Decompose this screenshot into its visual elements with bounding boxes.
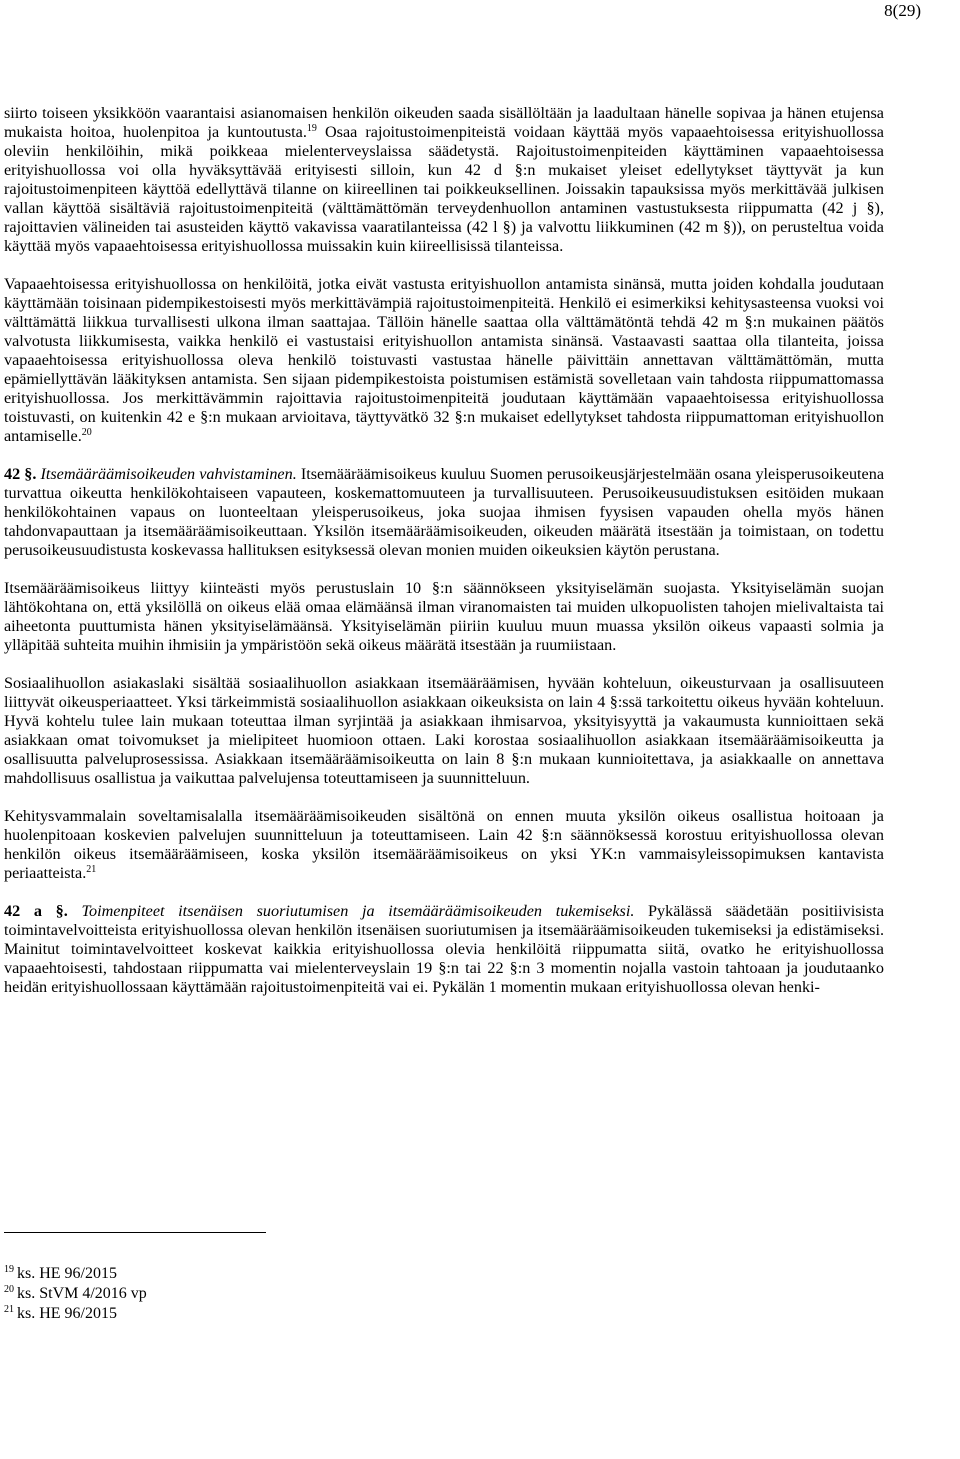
footnote-19 (4, 1264, 147, 1284)
footnote-text: ks. HE 96/2015 (17, 1305, 117, 1322)
footnote-21 (4, 1304, 147, 1324)
page-number: 8(29) (884, 1, 921, 20)
paragraph-text: Kehitysvammalain soveltamisalalla itsemääräämisoikeuden sisältönä on ennen muuta yksilön oikeus osallistua hoitoaan ja huolenpitoaan koskevien palvelujen suunnitteluun ja toteuttamiseen. Lain 42 §:n säännöksessä korostuu erityishuollossa olevan henkilön oikeus itsemääräämiseen, koska yksilön itsemääräämisoikeus on yksi YK:n vammaisyleissopimuksen kantavista periaatteista. (4, 807, 884, 882)
paragraph-6 (4, 807, 884, 883)
footnote-ref-20: 20 (81, 427, 92, 438)
footnote-20 (4, 1284, 147, 1304)
footnotes (4, 1264, 147, 1324)
footnote-ref-19: 19 (306, 123, 317, 134)
paragraph-7 (4, 902, 884, 997)
paragraph-1 (4, 104, 884, 256)
paragraph-text: siirto toiseen yksikköön vaarantaisi asianomaisen henkilön oikeuden saada sisällöltään ja laadultaan hänelle sopivaa ja hänen etujensa mukaista hoitoa, huolenpitoa ja kuntoutusta. (4, 104, 884, 141)
section-number: 42 §. (4, 465, 37, 483)
paragraph-text: Pykälässä säädetään positiivisista toimintavelvoitteista erityishuollossa olevan henkilön itsenäisen suoriutumisen ja itsemääräämisoikeuden tukemiseksi ja edistämiseksi. Mainitut toimintavelvoitteet koskevat kaikkia erityishuollossa olevia henkilöitä riippumatta siitä, ovatko he erityishuollossa vapaaehtoisesti, tahdostaan riippumatta vai mielenterveyslain 19 §:n tai 22 §:n 3 momentin nojalla vastoin tahtoaan ja joudutaanko heidän erityishuollossaan käyttämään rajoitustoimenpiteitä vai ei. Pykälän 1 momentin mukaan erityishuollossa olevan henki- (4, 902, 884, 996)
paragraph-text-continued: Osaa rajoitustoimenpiteistä voidaan käyttää myös vapaaehtoisessa erityishuollossa oleviin henkilöihin, mikä poikkeaa mielenterveyslaissa säädetystä. Rajoitustoimenpiteiden käyttäminen vapaaehtoisessa erityishuollossa voi olla hyväksyttävää erityisesti silloin, kun 42 d §:n mukaiset yleiset edellytykset täyttyvät ja kun rajoitustoimenpiteen käyttöä edellyttävä tilanne on kiireellinen tai poikkeuksellinen. Joissakin tapauksissa myös merkittävää julkisen vallan käyttöä sisältäviä rajoitustoimenpiteitä (välttämättömän terveydenhuollon antaminen vastustuksesta riippumatta (42 j §), rajoittavien välineiden tai asusteiden käyttö vakavissa vaaratilanteissa (42 l §) ja valvottu liikkuminen (42 m §)), on perusteltua voida käyttää myös vapaaehtoisessa erityishuollossa muissakin kuin kiireellisissä tilanteissa. (4, 123, 884, 255)
paragraph-text: Vapaaehtoisessa erityishuollossa on henkilöitä, jotka eivät vastusta erityishuollon antamista sinänsä, mutta joiden kohdalla joudutaan käyttämään toisinaan pidempikestoisesti myös merkittävämpiä rajoitustoimenpiteitä. Henkilö ei esimerkiksi kehitysasteensa vuoksi voi välttämättä liikkua turvallisesti ulkona ilman saattajaa. Tällöin hänelle saattaa olla välttämätöntä tehdä 42 m §:n mukainen päätös valvotusta liikkumisesta, vaikka henkilö ei vastustaisi erityishuollon antamista sinänsä. Vastaavasti saattaa olla tilanteita, joissa vapaaehtoisessa erityishuollossa oleva henkilö toistuvasti vastustaa hänelle päivittäin annettavan välttämättömän, mutta epämiellyttävän lääkityksen antamista. Sen sijaan pidempikestoista poistumisen estämistä sovelletaan vain tahdosta riippumattomassa erityishuollossa. Jos merkittävämmin rajoittavia rajoitustoimenpiteitä joudutaan käyttämään vapaaehtoisessa erityishuollossa toistuvasti, on kuitenkin 42 e §:n mukaan arvioitava, täyttyvätkö 32 §:n mukaiset edellytykset tahdosta riippumattoman erityishuollon antamiselle. (4, 275, 884, 445)
footnote-ref-21: 21 (86, 864, 97, 875)
paragraph-2 (4, 275, 884, 446)
section-title: Itsemääräämisoikeuden vahvistaminen. (40, 465, 297, 483)
paragraph-3 (4, 465, 884, 560)
paragraph-5 (4, 674, 884, 788)
footnote-number: 21 (4, 1304, 14, 1315)
footnote-number: 19 (4, 1264, 14, 1275)
paragraph-text: Itsemääräämisoikeus liittyy kiinteästi myös perustuslain 10 §:n säännökseen yksityiselämän suojasta. Yksityiselämän suojan lähtökohtana on, että yksilöllä on oikeus elää omaa elämäänsä ilman viranomaisten tai muiden ulkopuolisten tahojen mielivaltaista tai aiheetonta puuttumista hänen yksityiselämäänsä. Yksityiselämän piiriin kuuluu muun muassa yksilön oikeus vapaasti solmia ja ylläpitää suhteita muihin ihmisiin ja ympäristöön sekä oikeus määrätä itsestään ja ruumiistaan. (4, 579, 884, 654)
paragraph-text: Itsemääräämisoikeus kuuluu Suomen perusoikeusjärjestelmään osana yleisperusoikeutena turvattua oikeutta henkilökohtaiseen vapauteen, koskemattomuuteen ja turvallisuuteen. Perusoikeusuudistuksen esitöiden mukaan henkilökohtainen vapaus on luonteeltaan yleisperusoikeus, joka suojaa ihmisen fyysisen vapauden ohella myös hänen tahdonvapauttaan ja itsemääräämisoikeuttaan. Yksilön itsemääräämisoikeuden, oikeuden määrätä itsestään ja toimistaan, on todettu perusoikeusuudistusta koskevassa hallituksen esityksessä olevan monien muiden oikeuksien käytön perustana. (4, 465, 885, 559)
section-title: Toimenpiteet itsenäisen suoriutumisen ja itsemääräämisoikeuden tukemiseksi. (81, 902, 635, 920)
footnote-text: ks. HE 96/2015 (17, 1265, 117, 1282)
footnote-number: 20 (4, 1284, 14, 1295)
paragraph-4 (4, 579, 884, 655)
section-number: 42 a §. (4, 902, 68, 920)
paragraph-text: Sosiaalihuollon asiakaslaki sisältää sosiaalihuollon asiakkaan itsemääräämisen, hyvään kohteluun, oikeusturvaan ja osallisuuteen liittyvät oikeusperiaatteet. Yksi tärkeimmistä sosiaalihuollon asiakkaan oikeuksista on lain 4 §:ssä tarkoitettu oikeus hyvään kohteluun. Hyvä kohtelu tulee lain mukaan toteuttaa ilman syrjintää ja asiakkaan ihmisarvoa, yksityisyyttä ja vakaumusta kunnioittaen sekä asiakkaan omat toivomukset ja mielipiteet huomioon ottaen. Laki korostaa sosiaalihuollon asiakkaan itsemääräämisoikeutta ja osallisuutta palveluprosessissa. Asiakkaan itsemääräämisoikeutta on lain 8 §:n mukaan kunnioitettava, ja asiakkaalle on annettava mahdollisuus osallistua ja vaikuttaa palvelujensa toteuttamiseen ja suunnitteluun. (4, 674, 884, 787)
footnote-separator (4, 1232, 266, 1233)
footnote-text: ks. StVM 4/2016 vp (17, 1285, 147, 1302)
document-body (4, 104, 884, 997)
